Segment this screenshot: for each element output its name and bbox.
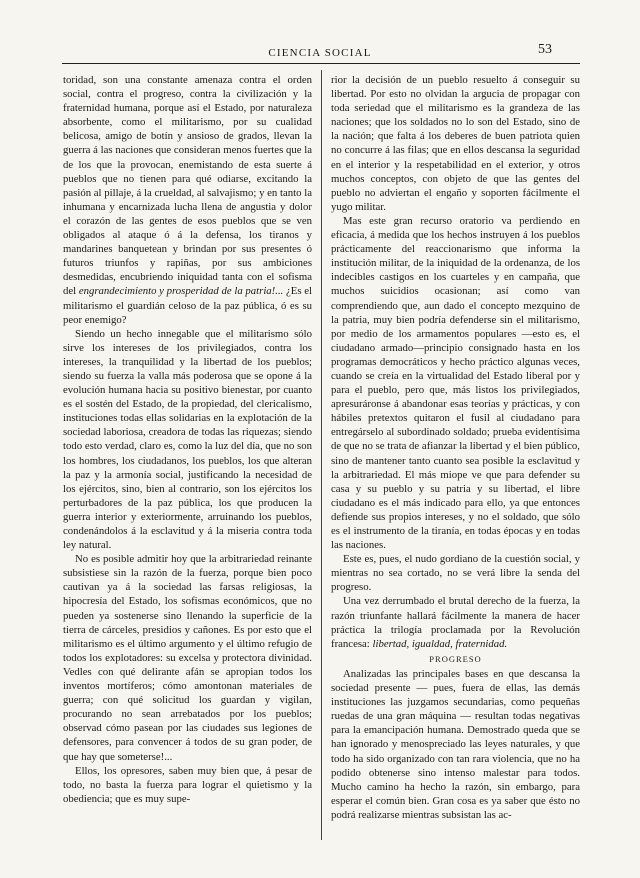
paragraph: No es posible admitir hoy que la arbitrariedad reinante subsistiese sin la razón de la fuerza, porque bien poco cautivan ya á la sociedad las farsas religiosas, la hipocresía del Estado, los sofismas económicos, que no pueden ya sostenerse sino llenando la superficie de la tierra de cárceles, presidios y cañones. Es por esto que el militarismo es el último argumento y el último refugio de todos los explotadores: su excelsa y protectora divinidad. Vedles con qué delirante afán se apropian todos los inventos mortíferos; cómo amontonan materiales de guerra; con qué solicitud los guardan y vigilan, procurando no sean arrebatados por los pueblos; observad cómo pasean por las ciudades sus legiones de defensores, para convencer á todos de su gran poder, de que hay que someterse!... [63, 553, 312, 763]
paragraph: Ellos, los opresores, saben muy bien que, á pesar de todo, no basta la fuerza para lograr el quietismo y la obediencia; que es muy supe- [63, 764, 312, 805]
right-column [331, 73, 580, 822]
paragraph: Analizadas las principales bases en que descansa la sociedad presente — pues, fuera de ellas, las demás instituciones las juzgamos secundarias, como pequeñas ruedas de una gran máquina — resultan todas negativas para la emancipación humana. Demostrado queda que se han ignorado y menospreciado las leyes naturales, y que todo ha sido organizado con tan rara violencia, que no ha podido obtenerse sino intenso malestar para todos. Mucho camino ha hecho la razón, sin embargo, para esperar el común bien. Gran cosa es ya saber que ésto no podrá realizarse mientras subsistan las ac- [331, 667, 580, 821]
section-heading: PROGRESO [429, 653, 482, 664]
italic-phrase: libertad, igualdad, fraternidad. [372, 637, 508, 650]
italic-phrase: engrandecimiento y prosperidad de la patria!... [78, 285, 284, 298]
column-divider [321, 70, 322, 840]
page-number: 53 [538, 42, 552, 57]
paragraph: toridad, son una constante amenaza contra el orden social, contra el progreso, contra la civilización y la fraternidad humana, porque así el Estado, por naturaleza absorbente, como el militarismo, por su cualidad belicosa, amigo de botín y ansioso de grados, llevan la guerra á las naciones que consideran menos fuertes que la de los que la provocan, enemistando de esta suerte á pueblos que no tienen para qué odiarse, excitando la pasión al pillaje, á la crueldad, al salvajismo; y en tanto la inhumana y encarnizada lucha llena de angustia y dolor el corazón de las gentes de esos pueblos que se ven obligados al ataque ó á la defensa, los tiranos y mandarines banquetean y brindan por sus presentes ó futuros triunfos y rapiñas, por sus ambiciones desmedidas, encubriendo iniquidad tanta con el sofisma del engrandecimiento y prosperidad de la patria!... ¿Es el militarismo el guardián celoso de la paz pública, ó es su peor enemigo? [63, 74, 313, 326]
running-title: CIENCIA SOCIAL [268, 47, 372, 59]
paragraph: rior la decisión de un pueblo resuelto á conseguir su libertad. Por esto no olvidan la argucia de propagar con toda seriedad que el militarismo es la grandeza de las naciones; que los soldados no lo son del Estado, sino de la nación; que falta á los deberes de buen patriota quien no concurre á las filas; que en ellos descansa la seguridad en el interior y la respetabilidad en el exterior, y otros muchos conceptos, con objeto de que las gentes del pueblo no adviertan el engaño y soporten fácilmente el yugo militar. [331, 74, 580, 213]
paragraph: Mas este gran recurso oratorio va perdiendo en eficacia, á medida que los hechos instruyen á los pueblos prácticamente del reaccionarismo que informa la institución militar, de la iniquidad de la ordenanza, de los indecibles castigos en los cuarteles y en campaña, que muchos suicidios ocasionan; así como van comprendiendo que, aun dado el concepto mezquino de la patria, muy bien podría defenderse sin el militarismo, por medio de los armamentos populares —esto es, el ciudadano armado—principio consignado hasta en los programas democráticos y hecho práctico algunas veces, cuando se creía en la virtualidad del Estado liberal por y para el pueblo, pero que, más listos los privilegiados, apresuráronse á abandonar esas teorías y prácticas, y con hábiles pretextos quitaron el fusil al ciudadano para entregárselo al subordinado soldado; prueba evidentísima de que no se trata de afianzar la libertad y el bien público, sino de mantener tanto cuanto sea posible la esclavitud y la arbitrariedad. El más miope ve que para defender su casa y su pueblo y su patria y su libertad, el libre ciudadano es el más indicado para ello, ya que entonces defiende sus propios intereses, y no el soldado, que sólo es el instrumento de la tiranía, en todas épocas y en todas las naciones. [331, 214, 580, 552]
header-rule [62, 63, 580, 64]
paragraph: Una vez derrumbado el brutal derecho de la fuerza, la razón triunfante hallará fácilmente la manera de hacer práctica la trilogía proclamada por la Revolución francesa: libertad, igualdad, fraternidad. [331, 595, 580, 650]
left-column [63, 73, 312, 806]
paragraph: Siendo un hecho innegable que el militarismo sólo sirve los intereses de los privilegiados, contra los intereses, la tranquilidad y la libertad de los pueblos; siendo su fuerza la valla más poderosa que se opone á la evolución humana hacia su positivo bienestar, por cuanto es el sostén del Estado, de la propiedad, del clericalismo, instituciones todas ellas solidarias en la explotación de la sociedad laboriosa, creadora de todas las riquezas; siendo todo esto verdad, claro es, como la luz del día, que no son los hombres, los ciudadanos, los pueblos, los que alteran la paz y la armonía social, justificando la necesidad de los ejércitos, sino, bien al contrario, son los ejércitos los perturbadores de la paz pública, los que producen la guerra interior y exteriormente, arruinando los pueblos, condenándolos á la esclavitud y á la miseria contra toda ley natural. [63, 327, 312, 552]
paragraph: Este es, pues, el nudo gordiano de la cuestión social, y mientras no sea cortado, no se verá libre la senda del progreso. [331, 553, 580, 594]
